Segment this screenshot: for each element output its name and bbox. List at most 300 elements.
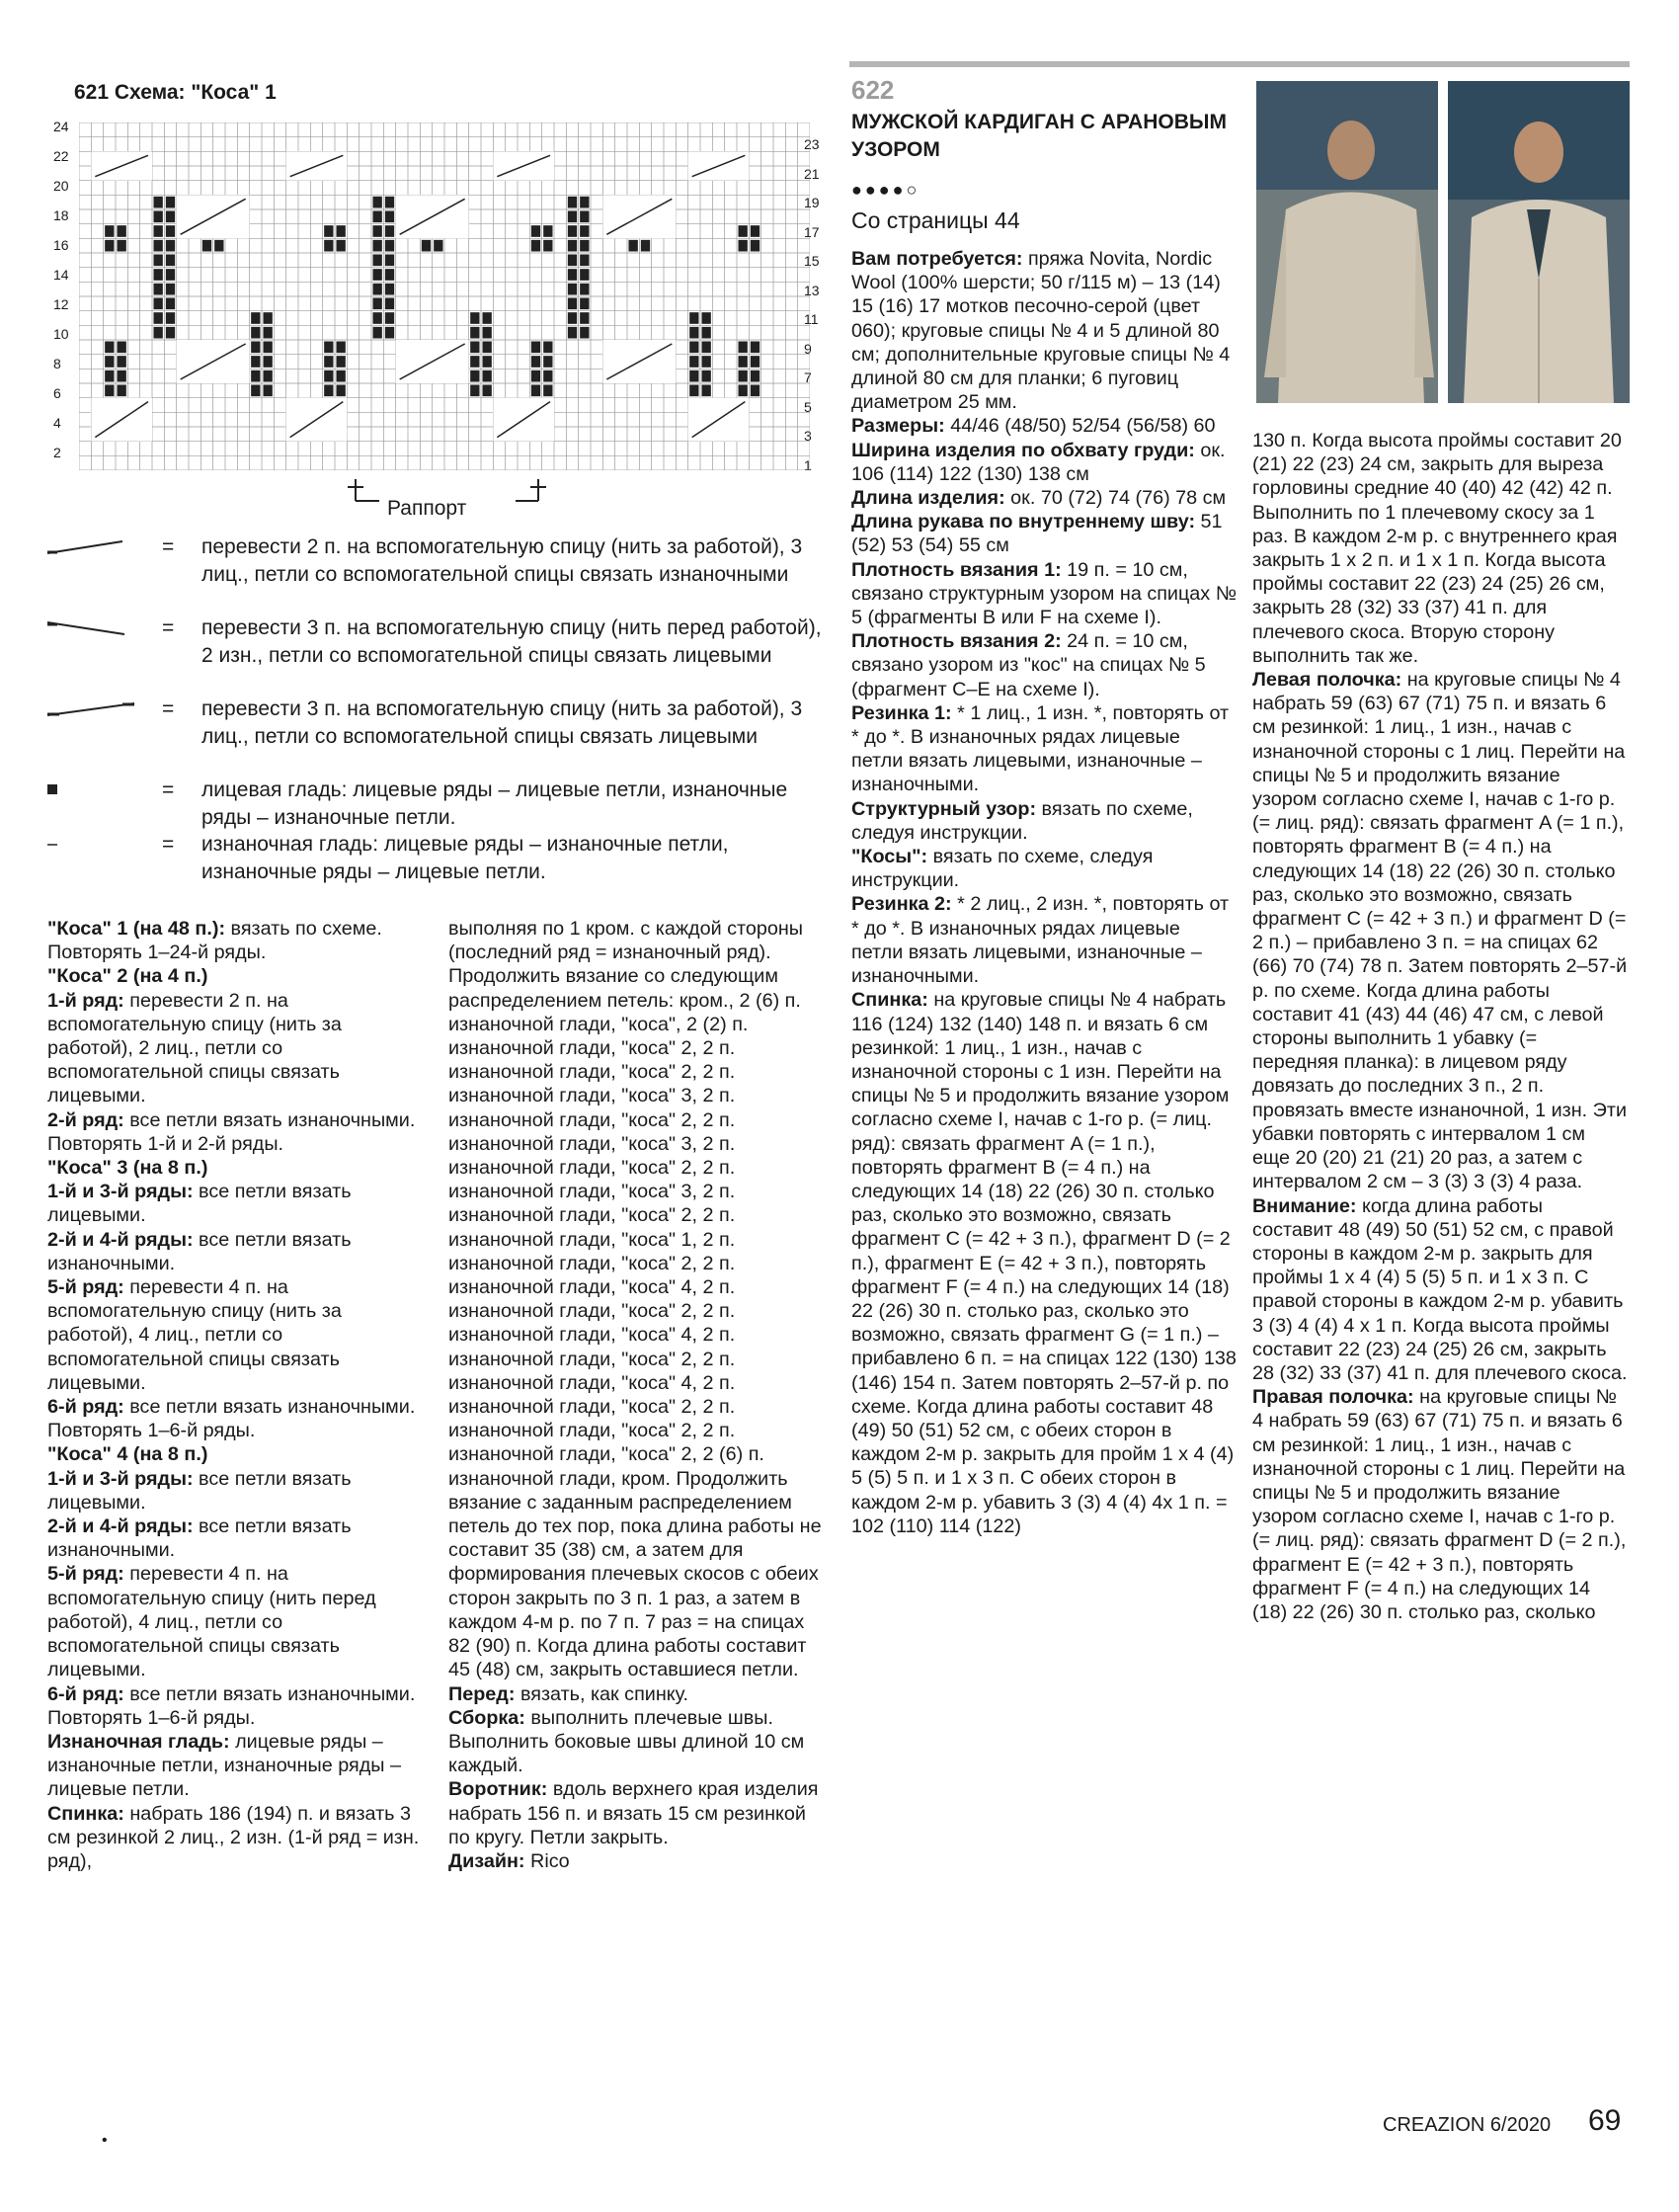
- knit-stitch-cell: [531, 342, 540, 354]
- paragraph: [851, 629, 1237, 701]
- row-number: 22: [53, 148, 69, 164]
- page-bullet: •: [102, 2132, 108, 2149]
- knit-stitch-cell: [337, 240, 346, 252]
- knit-stitch-cell: [105, 225, 114, 237]
- paragraph: [851, 247, 1237, 414]
- knit-stitch-cell: [118, 370, 126, 382]
- legend-text: перевести 3 п. на вспомогательную спицу (нить за работой), 3 лиц., петли со вспомогательной спицы связать лицевыми: [201, 697, 803, 748]
- knit-stitch-cell: [531, 240, 540, 252]
- bold-label: 1-й и 3-й ряды:: [47, 1181, 194, 1203]
- knit-stitch-cell: [434, 240, 442, 252]
- knit-stitch-cell: [373, 240, 382, 252]
- bold-label: Перед:: [448, 1682, 516, 1705]
- cable-right-icon: [43, 614, 162, 641]
- knit-stitch-cell: [568, 312, 577, 324]
- knit-stitch-cell: [373, 197, 382, 208]
- knit-stitch-cell: [739, 370, 748, 382]
- legend-eq: =: [162, 833, 175, 856]
- bold-label: Сборка:: [448, 1706, 525, 1729]
- knit-stitch-cell: [373, 211, 382, 223]
- paragraph: [851, 414, 1237, 438]
- knit-stitch-cell: [531, 370, 540, 382]
- legend-eq: =: [162, 778, 175, 801]
- instructions-column-3: [851, 247, 1237, 1538]
- knit-stitch-cell: [154, 240, 163, 252]
- knit-stitch-cell: [568, 240, 577, 252]
- paragraph: [47, 1108, 423, 1132]
- knit-stitch-cell: [483, 385, 492, 397]
- paragraph: [47, 1802, 423, 1874]
- bold-label: Размеры:: [851, 415, 945, 438]
- knit-stitch-cell: [751, 342, 760, 354]
- paragraph: [851, 439, 1237, 486]
- bold-label: 2-й и 4-й ряды:: [47, 1516, 194, 1538]
- bold-label: Вам потребуется:: [851, 248, 1023, 270]
- knit-stitch-cell: [166, 312, 175, 324]
- text-run: 51 (52) 53 (54) 55 см: [851, 511, 1223, 557]
- knit-stitch-cell: [385, 240, 394, 252]
- row-number: 15: [804, 253, 820, 269]
- knit-stitch-cell: [385, 298, 394, 310]
- text-run: ок. 70 (72) 74 (76) 78 см: [1004, 487, 1227, 510]
- instructions-column-1: [47, 917, 423, 1873]
- knit-stitch-cell: [154, 269, 163, 281]
- difficulty-rating: ●●●●○: [851, 180, 920, 200]
- knit-stitch-cell: [568, 211, 577, 223]
- cable-left-knit-icon: [43, 696, 162, 722]
- cable-chart: [43, 117, 843, 532]
- text-run: пряжа Novita, Nordic Wool (100% шерсти; 50 г/115 м) – 13 (14) 15 (16) 17 мотков песочно-серой (цвет 060); круговые спицы № 4 и 5 длиной 80 см; дополнительные круговые спицы № 4 длиной 80 см для планки; 6 пуговиц диаметром 25 мм.: [851, 248, 1231, 414]
- text-run: все петли вязать изнаночными.: [123, 1108, 416, 1131]
- knit-stitch-cell: [568, 255, 577, 267]
- knit-stitch-cell: [483, 356, 492, 368]
- knit-stitch-cell: [751, 240, 760, 252]
- knit-stitch-cell: [154, 298, 163, 310]
- knit-stitch-cell: [202, 240, 211, 252]
- knit-stitch-cell: [702, 385, 711, 397]
- knit-stitch-cell: [580, 211, 589, 223]
- knit-stitch-cell: [324, 240, 333, 252]
- paragraph: [47, 1156, 423, 1180]
- knit-stitch-cell: [580, 240, 589, 252]
- text-run: все петли вязать изнаночными.: [123, 1396, 416, 1419]
- paragraph: [448, 1849, 824, 1873]
- knit-stitch-cell: [251, 342, 260, 354]
- text-run: ок. 106 (114) 122 (130) 138 см: [851, 439, 1226, 485]
- legend-eq: =: [162, 535, 175, 558]
- knit-stitch-cell: [483, 370, 492, 382]
- knit-stitch-cell: [264, 370, 273, 382]
- knit-stitch-cell: [154, 284, 163, 295]
- paragraph: [851, 486, 1237, 510]
- knit-stitch-cell: [251, 385, 260, 397]
- knit-stitch-cell: [739, 225, 748, 237]
- bold-label: 6-й ряд:: [47, 1682, 124, 1705]
- bold-label: 1-й ряд:: [47, 989, 124, 1012]
- cardigan-back-photo: [1256, 81, 1438, 403]
- paragraph: [47, 1730, 423, 1802]
- paragraph: [47, 1706, 423, 1730]
- knit-stitch-cell: [385, 225, 394, 237]
- paragraph: [47, 1515, 423, 1562]
- paragraph: [47, 1419, 423, 1442]
- legend-eq: =: [162, 616, 175, 639]
- bold-label: 6-й ряд:: [47, 1396, 124, 1419]
- text-run: когда длина работы составит 48 (49) 50 (51) 52 см, с правой стороны в каждом 2-м р. закрыть для проймы 1 х 4 (4) 5 (5) 5 п. и 1 х 3 п. С правой стороны в каждом 2-м р. убавить 3 (3) 4 (4) 4 х 1 п. Когда высота проймы составит 22 (23) 24 (25) 26 см, закрыть 28 (32) 33 (37) 41 п. для плечевого скоса.: [1252, 1194, 1628, 1384]
- knit-stitch-cell: [166, 284, 175, 295]
- paragraph: [47, 1275, 423, 1395]
- row-number: 19: [804, 195, 820, 210]
- bold-label: Дизайн:: [448, 1849, 525, 1872]
- legend-item: [43, 614, 834, 696]
- row-number: 21: [804, 165, 820, 182]
- dash-icon: [43, 831, 162, 858]
- knit-stitch-cell: [385, 269, 394, 281]
- knit-stitch-cell: [689, 342, 698, 354]
- row-number: 16: [53, 237, 69, 253]
- knit-stitch-cell: [324, 356, 333, 368]
- knit-stitch-cell: [105, 370, 114, 382]
- row-number: 14: [53, 267, 69, 283]
- filled-square-icon: [43, 777, 162, 803]
- rapport-marker: [336, 479, 583, 529]
- knit-stitch-cell: [166, 197, 175, 208]
- knit-stitch-cell: [470, 385, 479, 397]
- knit-stitch-cell: [702, 342, 711, 354]
- bold-label: Внимание:: [1252, 1194, 1357, 1217]
- knit-stitch-cell: [373, 225, 382, 237]
- knit-stitch-cell: [739, 240, 748, 252]
- knit-stitch-cell: [751, 356, 760, 368]
- chart-legend: [43, 533, 834, 885]
- bold-label: Резинка 2:: [851, 893, 952, 916]
- text-run: выполняя по 1 кром. с каждой стороны (последний ряд = изнаночный ряд). Продолжить вязание со следующим распределением петель: кром., 2 (6) п. изнаночной глади, "коса", 2 (2) п. изнаночной глади, "коса" 2, 2 п. изнаночной глади, "коса" 2, 2 п. изнаночной глади, "коса" 3, 2 п. изнаночной глади, "коса" 2, 2 п. изнаночной глади, "коса" 3, 2 п. изнаночной глади, "коса" 2, 2 п. изнаночной глади, "коса" 3, 2 п. изнаночной глади, "коса" 2, 2 п. изнаночной глади, "коса" 1, 2 п. изнаночной глади, "коса" 2, 2 п. изнаночной глади, "коса" 4, 2 п. изнаночной глади, "коса" 2, 2 п. изнаночной глади, "коса" 4, 2 п. изнаночной глади, "коса" 2, 2 п. изнаночной глади, "коса" 4, 2 п. изнаночной глади, "коса" 2, 2 п. изнаночной глади, "коса" 2, 2 п. изнаночной глади, "коса" 2, 2 (6) п. изнаночной глади, кром. Продолжить вязание с заданным распределением петель до тех пор, пока длина работы не составит 35 (38) см, а затем для формирования плечевых скосов с обеих сторон закрыть по 3 п. 1 раз, а затем в каждом 4-м р. по 7 п. 7 раз = на спицах 82 (90) п. Когда длина работы составит 45 (48) см, закрыть оставшиеся петли.: [448, 918, 822, 1681]
- legend-text: лицевая гладь: лицевые ряды – лицевые петли, изнаночные ряды – изнаночные петли.: [201, 778, 788, 829]
- paragraph: [851, 558, 1237, 630]
- knit-stitch-cell: [568, 197, 577, 208]
- knit-stitch-cell: [531, 385, 540, 397]
- row-number: 8: [53, 356, 61, 371]
- bold-label: 5-й ряд:: [47, 1276, 124, 1299]
- bold-label: 1-й и 3-й ряды:: [47, 1467, 194, 1490]
- knit-stitch-cell: [337, 342, 346, 354]
- text-run: все петли вязать изнаночными.: [47, 1228, 352, 1274]
- knit-stitch-cell: [568, 298, 577, 310]
- bold-label: Длина рукава по внутреннему шву:: [851, 511, 1196, 533]
- knit-stitch-cell: [118, 385, 126, 397]
- text-run: на круговые спицы № 4 набрать 59 (63) 67 (71) 75 п. и вязать 6 см резинкой: 1 лиц., 1 изн., начав с изнаночной стороны с 1 лиц. Перейти на спицы № 5 и продолжить вязание узором согласно схеме I, начав с 1-го р. (= лиц. ряд): связать фрагмент D (= 2 п.), фрагмент E (= 42 + 3 п.), повторять фрагмент F (= 4 п.) на следующих 14 (18) 22 (26) 30 п. столько раз, сколько: [1252, 1386, 1627, 1623]
- knit-stitch-cell: [166, 240, 175, 252]
- knit-stitch-cell: [154, 327, 163, 339]
- knit-stitch-cell: [641, 240, 650, 252]
- paragraph: [851, 510, 1237, 557]
- paragraph: [47, 1467, 423, 1515]
- section-divider: [849, 61, 1630, 67]
- paragraph: [47, 941, 423, 964]
- paragraph: [47, 1442, 423, 1466]
- knit-stitch-cell: [251, 327, 260, 339]
- paragraph: [851, 988, 1237, 1538]
- paragraph: [47, 964, 423, 988]
- knit-stitch-cell: [531, 356, 540, 368]
- text-run: Повторять 1–24-й ряды.: [47, 942, 267, 964]
- paragraph: [47, 1562, 423, 1681]
- knit-stitch-cell: [470, 356, 479, 368]
- knit-stitch-cell: [264, 327, 273, 339]
- knit-stitch-cell: [751, 370, 760, 382]
- bold-label: Левая полочка:: [1252, 669, 1402, 692]
- knit-stitch-cell: [324, 385, 333, 397]
- text-run: Повторять 1–6-й ряды.: [47, 1420, 256, 1442]
- text-run: выполнить плечевые швы. Выполнить боковые швы длиной 10 см каждый.: [448, 1706, 805, 1777]
- knit-stitch-cell: [373, 269, 382, 281]
- row-number: 11: [804, 311, 819, 327]
- knit-stitch-cell: [470, 312, 479, 324]
- row-number: 18: [53, 207, 69, 223]
- knit-stitch-cell: [580, 225, 589, 237]
- text-run: вязать по схеме.: [225, 918, 382, 940]
- bold-label: "Косы":: [851, 846, 928, 868]
- paragraph: [1252, 1194, 1628, 1386]
- knit-stitch-cell: [154, 255, 163, 267]
- bold-label: Структурный узор:: [851, 797, 1037, 820]
- knit-stitch-cell: [580, 298, 589, 310]
- knit-stitch-cell: [580, 284, 589, 295]
- text-run: все петли вязать лицевыми.: [47, 1467, 352, 1514]
- knit-stitch-cell: [739, 385, 748, 397]
- knit-stitch-cell: [568, 269, 577, 281]
- scheme-title: 621 Схема: "Коса" 1: [74, 81, 277, 104]
- knit-stitch-cell: [105, 342, 114, 354]
- pattern-number: 622: [851, 75, 895, 105]
- bold-label: 5-й ряд:: [47, 1563, 124, 1586]
- text-run: вязать по схеме, следуя инструкции.: [851, 797, 1193, 844]
- text-run: на круговые спицы № 4 набрать 116 (124) 132 (140) 148 п. и вязать 6 см резинкой: 1 лиц., 1 изн., начав с изнаночной стороны с 1 изн. Перейти на спицы № 5 и продолжить вязание узором согласно схеме I, начав с 1-го р. (= лиц. ряд): связать фрагмент A (= 1 п.), повторять фрагмент B (= 4 п.) на следующих 14 (18) 22 (26) 30 п. столько раз, сколько это возможно, связать фрагмент C (= 42 + 3 п.), фрагмент D (= 2 п.), фрагмент E (= 42 + 3 п.), повторять фрагмент F (= 4 п.) на следующих 14 (18) 22 (26) 30 п. столько раз, сколько это возможно, связать фрагмент G (= 1 п.) – прибавлено 6 п. = на спицах 122 (130) 138 (146) 154 п. Затем повторять 2–57-й р. по схеме. Когда длина работы составит 48 (49) 50 (51) 52 см, с обеих сторон в каждом 2-м р. закрыть для пройм 1 х 4 (4) 5 (5) 5 п. и 1 х 3 п. С обеих сторон в каждом 2-м р. убавить 3 (3) 4 (4) 4х 1 п. = 102 (110) 114 (122): [851, 989, 1237, 1537]
- knit-stitch-cell: [568, 225, 577, 237]
- row-number: 4: [53, 415, 61, 431]
- knit-stitch-cell: [543, 225, 552, 237]
- bold-label: Длина изделия:: [851, 487, 1005, 510]
- legend-item: [43, 696, 834, 777]
- knit-stitch-cell: [689, 385, 698, 397]
- page-number: 69: [1588, 2104, 1622, 2137]
- row-number: 6: [53, 385, 61, 401]
- bold-label: "Коса" 2 (на 4 п.): [47, 965, 208, 988]
- text-run: Повторять 1–6-й ряды.: [47, 1706, 256, 1729]
- knit-stitch-cell: [702, 356, 711, 368]
- row-number: 5: [804, 398, 812, 415]
- knit-stitch-cell: [580, 197, 589, 208]
- knit-stitch-cell: [118, 342, 126, 354]
- legend-text: изнаночная гладь: лицевые ряды – изнаночные петли, изнаночные ряды – лицевые петли.: [201, 833, 729, 883]
- knit-stitch-cell: [483, 342, 492, 354]
- legend-text: перевести 3 п. на вспомогательную спицу (нить перед работой), 2 изн., петли со вспомогательной спицы связать лицевыми: [201, 616, 822, 667]
- knit-stitch-cell: [264, 312, 273, 324]
- knit-stitch-cell: [337, 225, 346, 237]
- text-run: 24 п. = 10 см, связано узором из "кос" на спицах № 5 (фрагмент C–E на схеме I).: [851, 630, 1206, 700]
- knit-stitch-cell: [568, 284, 577, 295]
- knit-stitch-cell: [543, 240, 552, 252]
- row-number: 10: [53, 326, 69, 342]
- knit-stitch-cell: [568, 327, 577, 339]
- text-run: вязать, как спинку.: [515, 1682, 689, 1705]
- text-run: все петли вязать изнаночными.: [47, 1516, 352, 1562]
- knit-stitch-cell: [118, 240, 126, 252]
- row-number: 9: [804, 340, 812, 357]
- text-run: на круговые спицы № 4 набрать 59 (63) 67 (71) 75 п. и вязать 6 см резинкой: 1 лиц., 1 изн., начав с изнаночной стороны с 1 лиц. Перейти на спицы № 5 и продолжить вязание узором согласно схеме I, начав с 1-го р. (= лиц. ряд): связать фрагмент A (= 1 п.), повторять фрагмент B (= 4 п.) на следующих 14 (18) 22 (26) 30 п. столько раз, сколько это возможно, связать фрагмент C (= 42 + 3 п.) и фрагмент D (= 2 п.) – прибавлено 3 п. = на спицах 62 (66) 70 (74) 78 п. Затем повторять 2–57-й р. по схеме. Когда длина работы составит 41 (43) 44 (46) 47 см, с левой стороны выполнить 1 убавку (= передняя планка): в лицевом ряду довязать до последних 3 п., 2 п. провязать вместе изнаночной, 1 изн. Эти убавки повторять с интервалом 1 см еще 20 (20) 21 (21) 20 раз, а затем с интервалом 2 см – 3 (3) 3 (3) 4 раза.: [1252, 669, 1628, 1193]
- row-number: 2: [53, 445, 61, 460]
- text-run: вдоль верхнего края изделия набрать 156 п. и вязать 15 см резинкой по кругу. Петли закрыть.: [448, 1778, 819, 1848]
- bold-label: Резинка 1:: [851, 701, 952, 724]
- paragraph: [47, 1682, 423, 1706]
- paragraph: [1252, 668, 1628, 1193]
- text-run: 130 п. Когда высота проймы составит 20 (21) 22 (23) 24 см, закрыть для выреза горловины средние 40 (40) 42 (42) 42 п. Выполнить по 1 плечевому скосу за 1 раз. В каждом 2-м р. с внутреннего края закрыть 1 х 2 п. и 1 х 1 п. Когда высота проймы составит 22 (23) 24 (25) 26 см, закрыть 28 (32) 33 (37) 41 п. для плечевого скоса. Вторую сторону выполнить так же.: [1252, 430, 1622, 667]
- pattern-title: МУЖСКОЙ КАРДИГАН С АРАНОВЫМ УЗОРОМ: [851, 111, 1227, 161]
- knit-stitch-cell: [543, 342, 552, 354]
- paragraph: [47, 1180, 423, 1227]
- knit-stitch-cell: [385, 255, 394, 267]
- knit-stitch-cell: [385, 284, 394, 295]
- knit-stitch-cell: [689, 370, 698, 382]
- knit-stitch-cell: [531, 225, 540, 237]
- instructions-column-4: [1252, 429, 1628, 1624]
- knit-stitch-cell: [166, 225, 175, 237]
- knit-stitch-cell: [739, 342, 748, 354]
- knit-stitch-cell: [337, 370, 346, 382]
- knit-stitch-cell: [702, 327, 711, 339]
- knit-stitch-cell: [580, 269, 589, 281]
- knit-stitch-cell: [373, 255, 382, 267]
- knit-stitch-cell: [702, 312, 711, 324]
- knit-stitch-cell: [751, 225, 760, 237]
- knit-stitch-cell: [118, 356, 126, 368]
- magazine-footer: CREAZION 6/2020: [1383, 2114, 1552, 2136]
- knit-stitch-cell: [689, 356, 698, 368]
- knit-stitch-cell: [324, 342, 333, 354]
- knit-stitch-cell: [739, 356, 748, 368]
- text-run: Повторять 1-й и 2-й ряды.: [47, 1132, 284, 1155]
- bold-label: Спинка:: [47, 1802, 124, 1825]
- bold-label: "Коса" 4 (на 8 п.): [47, 1443, 208, 1466]
- text-run: вязать по схеме, следуя инструкции.: [851, 846, 1154, 892]
- row-number: 3: [804, 428, 812, 444]
- knit-stitch-cell: [166, 269, 175, 281]
- paragraph: [448, 1777, 824, 1849]
- paragraph: [851, 892, 1237, 988]
- knit-stitch-cell: [580, 327, 589, 339]
- knit-stitch-cell: [470, 342, 479, 354]
- bold-label: Воротник:: [448, 1778, 548, 1801]
- knit-stitch-cell: [251, 312, 260, 324]
- legend-eq: =: [162, 697, 175, 720]
- text-run: все петли вязать изнаночными.: [123, 1682, 416, 1705]
- chart-grid: [79, 123, 810, 470]
- row-number: 13: [804, 282, 820, 298]
- knit-stitch-cell: [337, 385, 346, 397]
- knit-stitch-cell: [422, 240, 431, 252]
- knit-stitch-cell: [324, 225, 333, 237]
- row-number: 7: [804, 369, 812, 385]
- bold-label: 2-й ряд:: [47, 1108, 124, 1131]
- paragraph: [851, 701, 1237, 797]
- row-number: 17: [804, 223, 820, 240]
- knit-stitch-cell: [166, 255, 175, 267]
- knit-stitch-cell: [214, 240, 223, 252]
- bold-label: Правая полочка:: [1252, 1386, 1414, 1409]
- knit-stitch-cell: [385, 197, 394, 208]
- knit-stitch-cell: [373, 284, 382, 295]
- knit-stitch-cell: [105, 385, 114, 397]
- knit-stitch-cell: [264, 342, 273, 354]
- knit-stitch-cell: [118, 225, 126, 237]
- cardigan-front-photo: [1448, 81, 1630, 403]
- paragraph: [851, 797, 1237, 845]
- text-run: * 2 лиц., 2 изн. *, повторять от * до *. В изнаночных рядах лицевые петли вязать лицевыми, изнаночные – изнаночными.: [851, 893, 1230, 988]
- knit-stitch-cell: [251, 356, 260, 368]
- knit-stitch-cell: [543, 385, 552, 397]
- knit-stitch-cell: [105, 356, 114, 368]
- knit-stitch-cell: [629, 240, 638, 252]
- knit-stitch-cell: [543, 370, 552, 382]
- row-number: 20: [53, 178, 69, 194]
- row-number: 24: [53, 119, 69, 134]
- knit-stitch-cell: [385, 312, 394, 324]
- text-run: перевести 2 п. на вспомогательную спицу (нить за работой), 2 лиц., петли со вспомогательной спицы связать лицевыми.: [47, 989, 342, 1107]
- knit-stitch-cell: [154, 211, 163, 223]
- paragraph: [1252, 1385, 1628, 1624]
- bold-label: Плотность вязания 2:: [851, 630, 1062, 653]
- paragraph: [47, 1228, 423, 1275]
- row-number: 12: [53, 296, 69, 312]
- knit-stitch-cell: [580, 312, 589, 324]
- text-run: перевести 4 п. на вспомогательную спицу (нить перед работой), 4 лиц., петли со вспомогательной спицы связать лицевыми.: [47, 1563, 376, 1681]
- cable-left-icon: [43, 533, 162, 560]
- legend-text: перевести 2 п. на вспомогательную спицу (нить за работой), 3 лиц., петли со вспомогательной спицы связать изнаночными: [201, 535, 803, 586]
- paragraph: [47, 989, 423, 1108]
- knit-stitch-cell: [373, 327, 382, 339]
- paragraph: [448, 917, 824, 1682]
- knit-stitch-cell: [154, 225, 163, 237]
- bold-label: Изнаночная гладь:: [47, 1730, 230, 1753]
- knit-stitch-cell: [689, 312, 698, 324]
- text-run: 19 п. = 10 см, связано структурным узором на спицах № 5 (фрагменты B или F на схеме I).: [851, 558, 1237, 629]
- text-run: перевести 4 п. на вспомогательную спицу (нить за работой), 4 лиц., петли со вспомогательной спицы связать лицевыми.: [47, 1276, 342, 1394]
- from-page-note: Со страницы 44: [851, 207, 1020, 233]
- knit-stitch-cell: [470, 370, 479, 382]
- knit-stitch-cell: [264, 385, 273, 397]
- text-run: все петли вязать лицевыми.: [47, 1181, 352, 1227]
- knit-stitch-cell: [385, 327, 394, 339]
- bold-label: Плотность вязания 1:: [851, 558, 1062, 581]
- bold-label: "Коса" 1 (на 48 п.):: [47, 918, 226, 940]
- text-run: * 1 лиц., 1 изн. *, повторять от * до *. В изнаночных рядах лицевые петли вязать лицевыми, изнаночные – изнаночными.: [851, 701, 1230, 796]
- knit-stitch-cell: [324, 370, 333, 382]
- paragraph: [47, 917, 423, 941]
- knit-stitch-cell: [483, 327, 492, 339]
- knit-stitch-cell: [251, 370, 260, 382]
- knit-stitch-cell: [166, 327, 175, 339]
- paragraph: [1252, 429, 1628, 668]
- text-run: 44/46 (48/50) 52/54 (56/58) 60: [944, 415, 1216, 438]
- paragraph: [448, 1682, 824, 1706]
- knit-stitch-cell: [373, 312, 382, 324]
- knit-stitch-cell: [373, 298, 382, 310]
- knit-stitch-cell: [385, 211, 394, 223]
- paragraph: [47, 1395, 423, 1419]
- knit-stitch-cell: [483, 312, 492, 324]
- bold-label: 2-й и 4-й ряды:: [47, 1228, 194, 1251]
- knit-stitch-cell: [470, 327, 479, 339]
